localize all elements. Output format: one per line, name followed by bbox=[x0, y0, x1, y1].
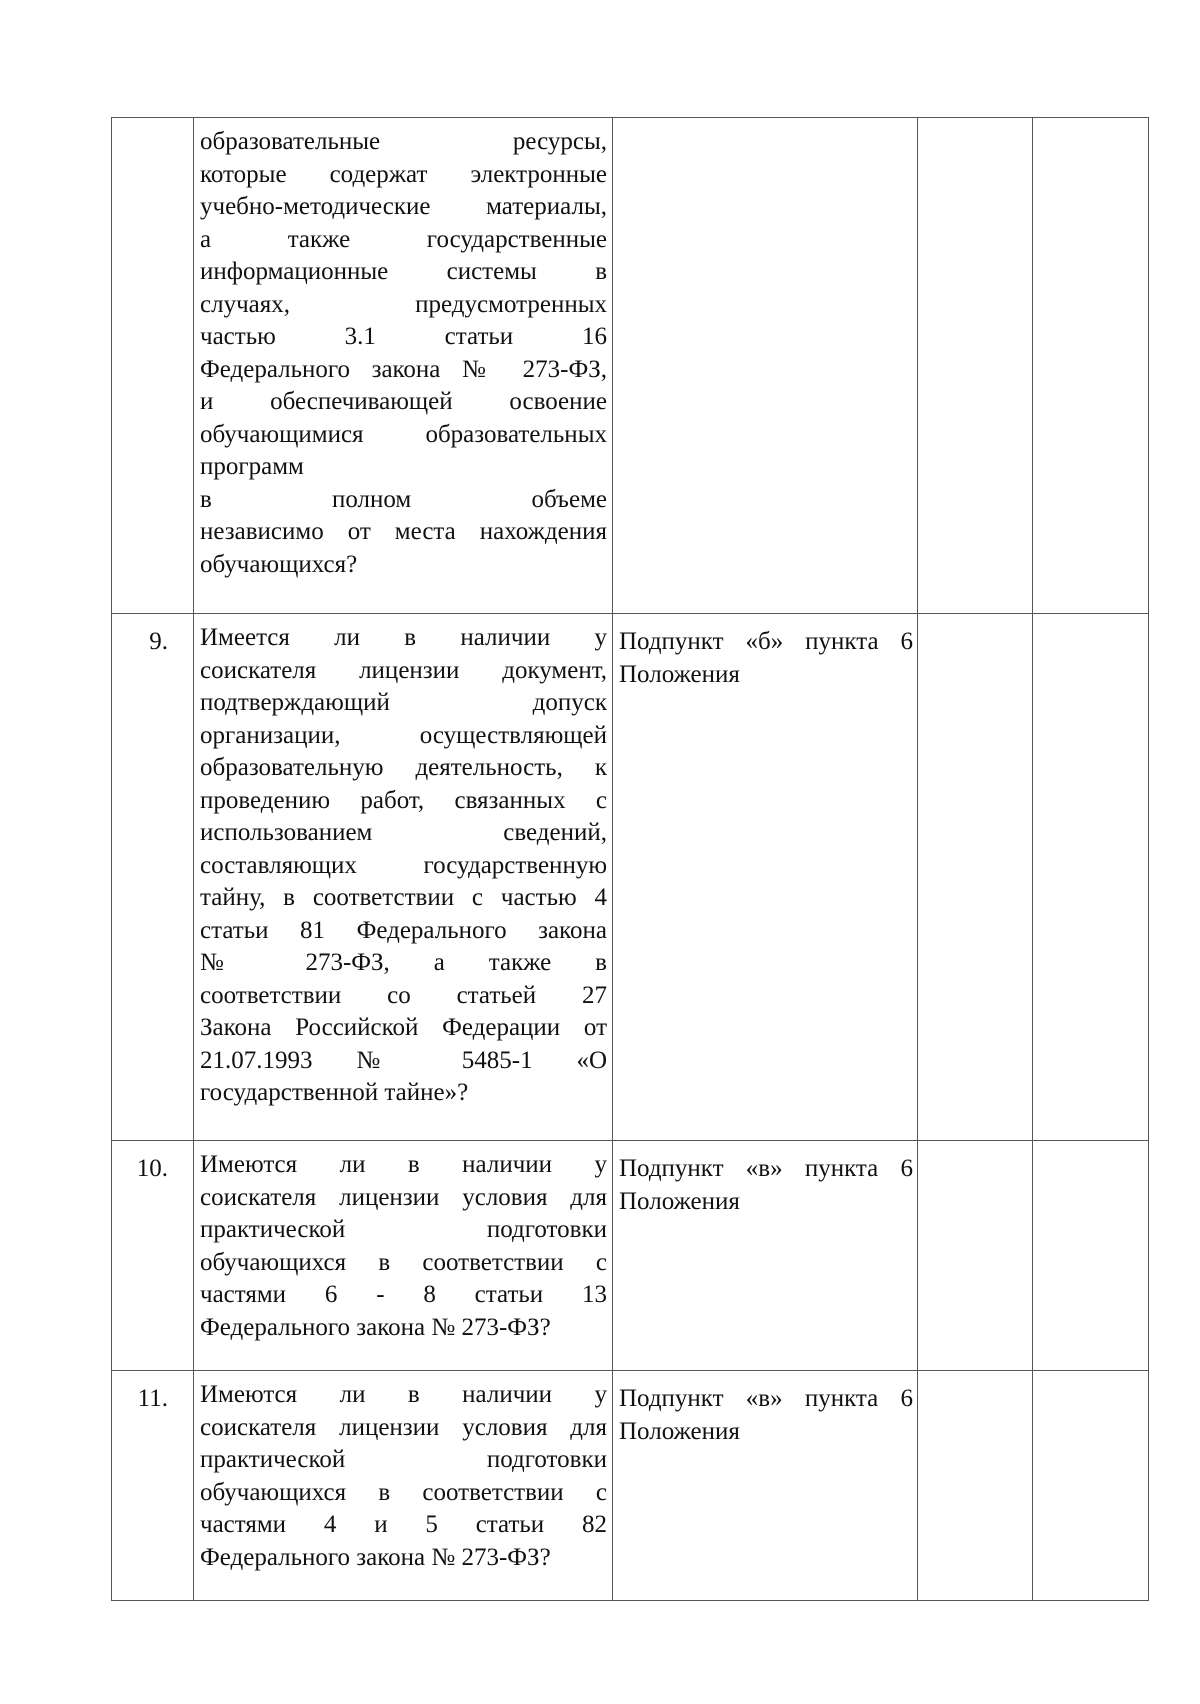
answer-yes-cell bbox=[918, 1371, 1033, 1601]
legal-basis-text-line: Подпункт «в» пункта 6 bbox=[619, 1155, 913, 1182]
legal-basis-text-line: Подпункт «в» пункта 6 bbox=[619, 1385, 913, 1412]
row-number-cell bbox=[112, 614, 194, 1141]
question-text-line: частями 4 и 5 статьи 82 bbox=[200, 1511, 607, 1538]
row-number: 11. bbox=[137, 1385, 168, 1412]
legal-basis-cell bbox=[613, 1371, 918, 1601]
question-text-line: Федерального закона № 273-ФЗ? bbox=[200, 1543, 551, 1571]
answer-yes-cell bbox=[918, 118, 1033, 614]
question-text-line: в полном объеме bbox=[200, 485, 607, 513]
answer-yes-cell bbox=[918, 1141, 1033, 1371]
question-text-line: статьи 81 Федерального закона bbox=[200, 916, 607, 944]
legal-basis-text-line: Положения bbox=[619, 1187, 740, 1215]
question-text-line: которые содержат электронные bbox=[200, 160, 607, 188]
legal-basis-cell bbox=[613, 614, 918, 1141]
question-text-line: обучающимися образовательных bbox=[200, 420, 607, 448]
question-text-line: обучающихся? bbox=[200, 550, 358, 578]
row-number: 9. bbox=[149, 628, 168, 655]
question-text-line: соискателя лицензии условия для bbox=[200, 1183, 607, 1211]
question-text-line: Имеется ли в наличии у bbox=[200, 624, 607, 651]
legal-basis-text-line: Подпункт «б» пункта 6 bbox=[619, 628, 913, 655]
question-cell bbox=[194, 614, 613, 1141]
question-text-line: составляющих государственную bbox=[200, 851, 607, 879]
question-text-line: обучающихся в соответствии с bbox=[200, 1478, 607, 1506]
question-cell bbox=[194, 1141, 613, 1371]
table-body bbox=[112, 118, 1149, 1601]
question-text-line: информационные системы в bbox=[200, 258, 607, 285]
question-text-line: случаях, предусмотренных bbox=[200, 290, 607, 318]
question-text-line: соискателя лицензии документ, bbox=[200, 656, 607, 684]
table-row bbox=[112, 614, 1149, 1141]
legal-basis-text-line: Положения bbox=[619, 660, 740, 688]
question-text-line: учебно-методические материалы, bbox=[200, 193, 607, 220]
row-number: 10. bbox=[136, 1155, 168, 1182]
question-text-line: использованием сведений, bbox=[200, 819, 607, 846]
question-text-line: Федерального закона № 273-ФЗ, bbox=[200, 355, 607, 383]
question-text-line: практической подготовки bbox=[200, 1446, 607, 1473]
question-text-line: № 273-ФЗ, а также в bbox=[200, 949, 607, 976]
question-text-line: Федерального закона № 273-ФЗ? bbox=[200, 1313, 551, 1341]
question-text-line: тайну, в соответствии с частью 4 bbox=[200, 884, 607, 911]
question-text-line: программ bbox=[200, 453, 304, 480]
question-text-line: обучающихся в соответствии с bbox=[200, 1248, 607, 1276]
question-text-line: образовательную деятельность, к bbox=[200, 754, 607, 781]
answer-no-cell bbox=[1033, 1141, 1149, 1371]
question-text-line: независимо от места нахождения bbox=[200, 518, 607, 545]
question-text-line: организации, осуществляющей bbox=[200, 721, 607, 749]
question-text-line: Закона Российской Федерации от bbox=[200, 1014, 607, 1041]
question-text-line: соискателя лицензии условия для bbox=[200, 1413, 607, 1441]
question-text-line: образовательные ресурсы, bbox=[200, 128, 607, 155]
question-text-line: проведению работ, связанных с bbox=[200, 786, 607, 814]
question-text-line: подтверждающий допуск bbox=[200, 689, 607, 716]
checklist-table bbox=[111, 117, 1149, 1601]
answer-no-cell bbox=[1033, 118, 1149, 614]
question-text-line: а также государственные bbox=[200, 225, 607, 253]
answer-no-cell bbox=[1033, 1371, 1149, 1601]
question-text-line: 21.07.1993 № 5485-1 «О bbox=[200, 1046, 607, 1074]
question-text-line: Имеются ли в наличии у bbox=[200, 1381, 607, 1408]
table-row bbox=[112, 1371, 1149, 1601]
question-text-line: практической подготовки bbox=[200, 1216, 607, 1243]
table-row bbox=[112, 118, 1149, 614]
row-number-cell bbox=[112, 118, 194, 614]
answer-yes-cell bbox=[918, 614, 1033, 1141]
question-text-line: государственной тайне»? bbox=[200, 1079, 469, 1106]
question-cell bbox=[194, 118, 613, 614]
question-text-line: частями 6 - 8 статьи 13 bbox=[200, 1281, 607, 1308]
row-number-cell bbox=[112, 1371, 194, 1601]
legal-basis-cell bbox=[613, 118, 918, 614]
legal-basis-cell bbox=[613, 1141, 918, 1371]
question-cell bbox=[194, 1371, 613, 1601]
question-text-line: Имеются ли в наличии у bbox=[200, 1151, 607, 1178]
row-number-cell bbox=[112, 1141, 194, 1371]
legal-basis-text-line: Положения bbox=[619, 1417, 740, 1445]
question-text-line: соответствии со статьей 27 bbox=[200, 981, 607, 1009]
question-text-line: частью 3.1 статьи 16 bbox=[200, 323, 607, 350]
question-text-line: и обеспечивающей освоение bbox=[200, 388, 607, 415]
answer-no-cell bbox=[1033, 614, 1149, 1141]
table-row bbox=[112, 1141, 1149, 1371]
